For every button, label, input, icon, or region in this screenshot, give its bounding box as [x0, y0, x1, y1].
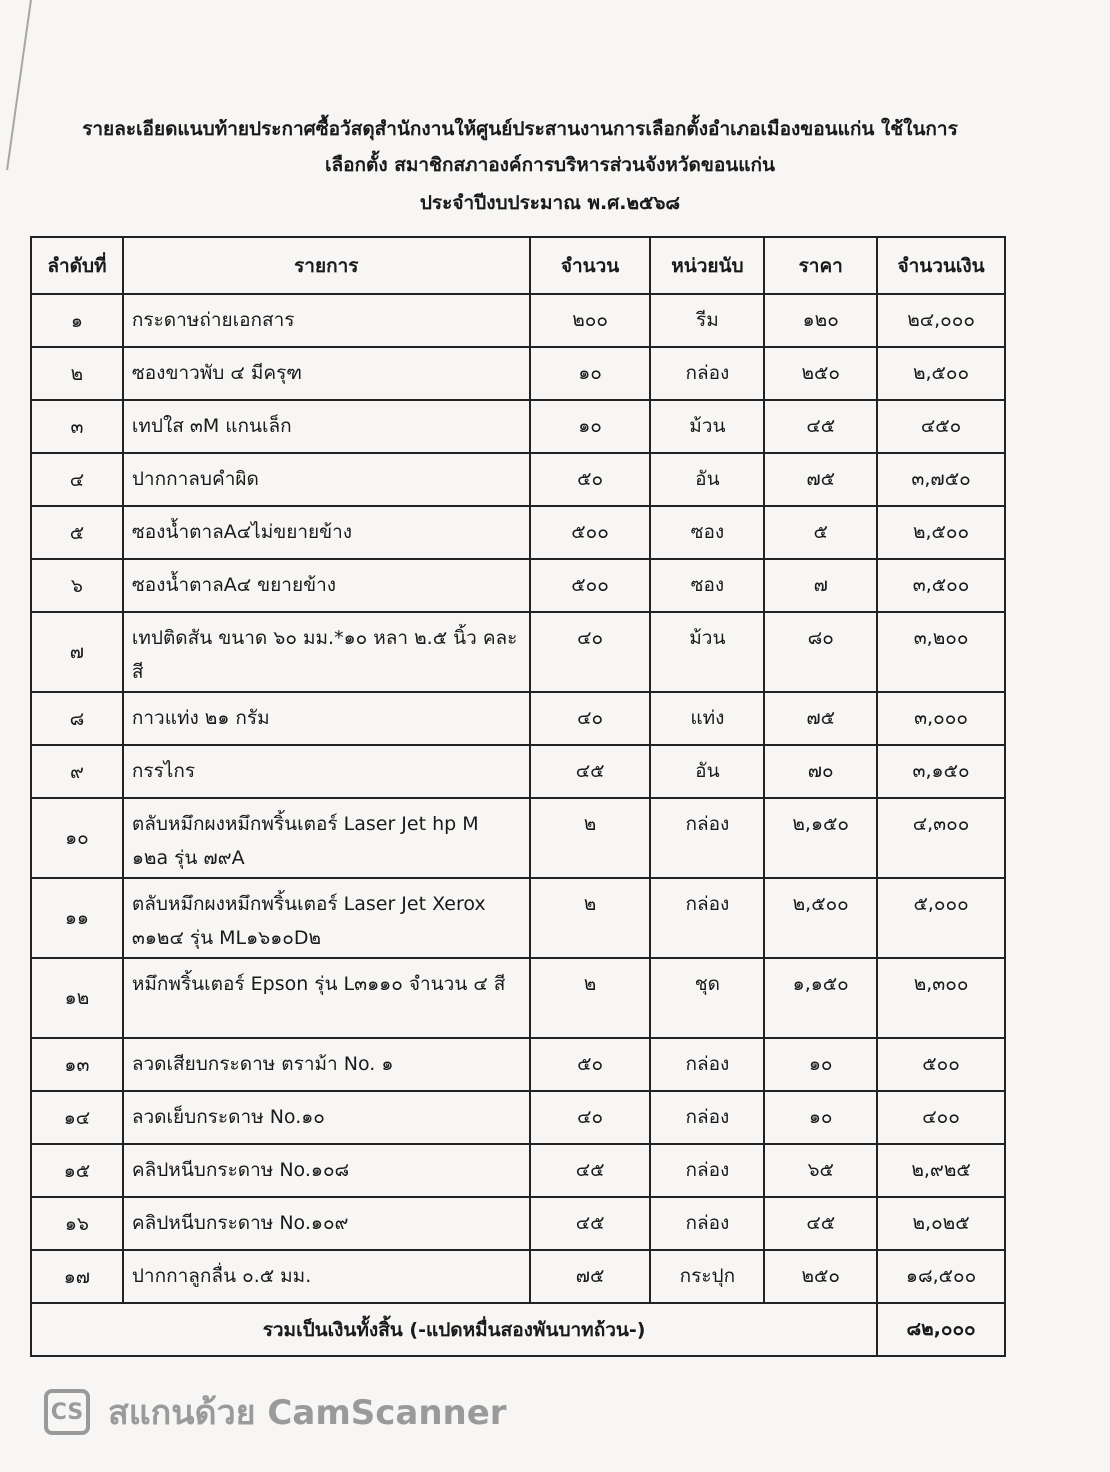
amount: ๒,๕๐๐: [877, 347, 1005, 400]
camscanner-logo-icon: CS: [44, 1389, 90, 1435]
quantity: ๕๐๐: [530, 559, 651, 612]
item-name: กาวแท่ง ๒๑ กรัม: [123, 692, 530, 745]
amount: ๓,๗๕๐: [877, 453, 1005, 506]
price: ๗: [764, 559, 877, 612]
total-amount: ๘๒,๐๐๐: [877, 1303, 1005, 1356]
camscanner-watermark: [44, 1385, 507, 1439]
amount: ๕๐๐: [877, 1038, 1005, 1091]
unit: กล่อง: [650, 1038, 764, 1091]
amount: ๓,๐๐๐: [877, 692, 1005, 745]
item-name: ซองน้ำตาลA๔ ขยายข้าง: [123, 559, 530, 612]
price: ๑,๑๕๐: [764, 958, 877, 1038]
item-name: กรรไกร: [123, 745, 530, 798]
unit: ซอง: [650, 506, 764, 559]
price: ๒๕๐: [764, 347, 877, 400]
amount: ๓,๕๐๐: [877, 559, 1005, 612]
item-name: ตลับหมึกผงหมึกพริ้นเตอร์ Laser Jet hp M ๑๒a รุ่น ๗๙A: [123, 798, 530, 878]
price: ๒,๕๐๐: [764, 878, 877, 958]
table-row: [31, 798, 1005, 878]
document-title-line-2: เลือกตั้ง สมาชิกสภาองค์การบริหารส่วนจังหวัดขอนแก่น: [324, 154, 776, 176]
total-row: [31, 1303, 1005, 1356]
quantity: ๕๐๐: [530, 506, 651, 559]
amount: ๓,๒๐๐: [877, 612, 1005, 692]
table-row: [31, 1144, 1005, 1197]
page-edge-shadow: [0, 0, 32, 170]
table-row: [31, 400, 1005, 453]
row-no: ๑๖: [31, 1197, 123, 1250]
item-name: คลิปหนีบกระดาษ No.๑๐๙: [123, 1197, 530, 1250]
row-no: ๗: [31, 612, 123, 692]
unit: อัน: [650, 745, 764, 798]
row-no: ๓: [31, 400, 123, 453]
procurement-table: [30, 236, 1006, 1357]
table-row: [31, 745, 1005, 798]
item-name: คลิปหนีบกระดาษ No.๑๐๘: [123, 1144, 530, 1197]
table-row: [31, 958, 1005, 1038]
row-no: ๔: [31, 453, 123, 506]
table-header-row: [31, 237, 1005, 294]
table-row: [31, 1091, 1005, 1144]
table-row: [31, 294, 1005, 347]
unit: กล่อง: [650, 1091, 764, 1144]
item-name: ซองน้ำตาลA๔ไม่ขยายข้าง: [123, 506, 530, 559]
price: ๒๕๐: [764, 1250, 877, 1303]
quantity: ๒๐๐: [530, 294, 651, 347]
item-name: เทปใส ๓M แกนเล็ก: [123, 400, 530, 453]
unit: ชุด: [650, 958, 764, 1038]
unit: ม้วน: [650, 400, 764, 453]
item-name: ปากกาลูกลื่น ๐.๕ มม.: [123, 1250, 530, 1303]
item-name: ลวดเสียบกระดาษ ตราม้า No. ๑: [123, 1038, 530, 1091]
quantity: ๔๐: [530, 1091, 651, 1144]
table-row: [31, 1250, 1005, 1303]
table-row: [31, 559, 1005, 612]
amount: ๔๕๐: [877, 400, 1005, 453]
price: ๔๕: [764, 1197, 877, 1250]
row-no: ๕: [31, 506, 123, 559]
row-no: ๖: [31, 559, 123, 612]
quantity: ๒: [530, 798, 651, 878]
item-name: ซองขาวพับ ๔ มีครุฑ: [123, 347, 530, 400]
price: ๗๕: [764, 453, 877, 506]
amount: ๒,๐๒๕: [877, 1197, 1005, 1250]
header-price: ราคา: [764, 237, 877, 294]
row-no: ๑๓: [31, 1038, 123, 1091]
unit: กล่อง: [650, 878, 764, 958]
unit: กล่อง: [650, 347, 764, 400]
unit: กล่อง: [650, 798, 764, 878]
price: ๑๐: [764, 1038, 877, 1091]
row-no: ๑: [31, 294, 123, 347]
row-no: ๑๗: [31, 1250, 123, 1303]
row-no: ๘: [31, 692, 123, 745]
price: ๑๒๐: [764, 294, 877, 347]
item-name: เทปติดสัน ขนาด ๖๐ มม.*๑๐ หลา ๒.๕ นิ้ว คละสี: [123, 612, 530, 692]
row-no: ๑๔: [31, 1091, 123, 1144]
table-row: [31, 1197, 1005, 1250]
document-title-line-3: ประจำปีงบประมาณ พ.ศ.๒๕๖๘: [419, 192, 681, 214]
quantity: ๔๐: [530, 692, 651, 745]
table-row: [31, 347, 1005, 400]
header-unit: หน่วยนับ: [650, 237, 764, 294]
amount: ๒,๓๐๐: [877, 958, 1005, 1038]
unit: กระปุก: [650, 1250, 764, 1303]
quantity: ๕๐: [530, 453, 651, 506]
table-row: [31, 453, 1005, 506]
quantity: ๒: [530, 878, 651, 958]
table-row: [31, 692, 1005, 745]
item-name: กระดาษถ่ายเอกสาร: [123, 294, 530, 347]
quantity: ๔๕: [530, 1197, 651, 1250]
unit: ม้วน: [650, 612, 764, 692]
header-item: รายการ: [123, 237, 530, 294]
table-row: [31, 506, 1005, 559]
amount: ๔๐๐: [877, 1091, 1005, 1144]
unit: กล่อง: [650, 1197, 764, 1250]
price: ๗๕: [764, 692, 877, 745]
item-name: ลวดเย็บกระดาษ No.๑๐: [123, 1091, 530, 1144]
amount: ๔,๓๐๐: [877, 798, 1005, 878]
unit: กล่อง: [650, 1144, 764, 1197]
unit: ซอง: [650, 559, 764, 612]
header-quantity: จำนวน: [530, 237, 651, 294]
quantity: ๔๕: [530, 1144, 651, 1197]
unit: รีม: [650, 294, 764, 347]
amount: ๒,๙๒๕: [877, 1144, 1005, 1197]
quantity: ๔๐: [530, 612, 651, 692]
price: ๑๐: [764, 1091, 877, 1144]
watermark-text: สแกนด้วย CamScanner: [108, 1393, 507, 1433]
item-name: ตลับหมึกผงหมึกพริ้นเตอร์ Laser Jet Xerox ๓๑๒๔ รุ่น ML๑๖๑๐D๒: [123, 878, 530, 958]
quantity: ๕๐: [530, 1038, 651, 1091]
quantity: ๒: [530, 958, 651, 1038]
row-no: ๒: [31, 347, 123, 400]
amount: ๒,๕๐๐: [877, 506, 1005, 559]
header-no: ลำดับที่: [31, 237, 123, 294]
amount: ๕,๐๐๐: [877, 878, 1005, 958]
price: ๗๐: [764, 745, 877, 798]
header-amount: จำนวนเงิน: [877, 237, 1005, 294]
unit: แท่ง: [650, 692, 764, 745]
row-no: ๑๕: [31, 1144, 123, 1197]
quantity: ๔๕: [530, 745, 651, 798]
unit: อัน: [650, 453, 764, 506]
price: ๘๐: [764, 612, 877, 692]
row-no: ๑๐: [31, 798, 123, 878]
document-title-line-1: รายละเอียดแนบท้ายประกาศซื้อวัสดุสำนักงานให้ศูนย์ประสานงานการเลือกตั้งอำเภอเมืองขอนแก่น ใช้ในการ: [82, 118, 958, 140]
quantity: ๑๐: [530, 347, 651, 400]
price: ๔๕: [764, 400, 877, 453]
price: ๖๕: [764, 1144, 877, 1197]
price: ๒,๑๕๐: [764, 798, 877, 878]
amount: ๒๔,๐๐๐: [877, 294, 1005, 347]
item-name: ปากกาลบคำผิด: [123, 453, 530, 506]
row-no: ๙: [31, 745, 123, 798]
quantity: ๑๐: [530, 400, 651, 453]
row-no: ๑๒: [31, 958, 123, 1038]
table-row: [31, 878, 1005, 958]
quantity: ๗๕: [530, 1250, 651, 1303]
table-row: [31, 612, 1005, 692]
total-label: รวมเป็นเงินทั้งสิ้น (-แปดหมื่นสองพันบาทถ้วน-): [31, 1303, 877, 1356]
amount: ๑๘,๕๐๐: [877, 1250, 1005, 1303]
amount: ๓,๑๕๐: [877, 745, 1005, 798]
item-name: หมึกพริ้นเตอร์ Epson รุ่น L๓๑๑๐ จำนวน ๔ สี: [123, 958, 530, 1038]
price: ๕: [764, 506, 877, 559]
table-row: [31, 1038, 1005, 1091]
row-no: ๑๑: [31, 878, 123, 958]
